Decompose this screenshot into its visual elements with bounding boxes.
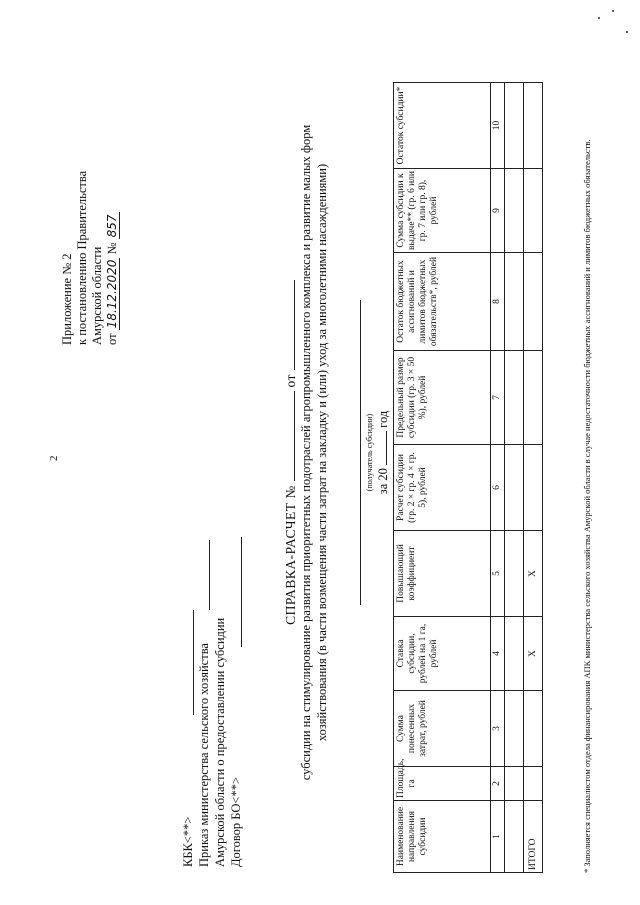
- column-number: 4: [491, 617, 505, 691]
- handwritten-date: 18.12.2020: [105, 259, 119, 329]
- appendix-line3: Амурской области: [90, 246, 104, 345]
- table-cell: [505, 83, 524, 169]
- header-cell: Остаток субсидии*: [394, 83, 491, 169]
- header-cell: Предельный размер субсидии (гр. 3 × 50 %), рублей: [394, 351, 491, 445]
- header-cell: Остаток бюджетных ассигнований и лимитов бюджетных обязательств*, рублей: [394, 253, 491, 351]
- header-cell: Расчет субсидии (гр. 2 × гр. 4 × гр. 5), рублей: [394, 445, 491, 531]
- document-title: [283, 0, 299, 905]
- table-cell: [505, 253, 524, 351]
- scan-speck: [598, 17, 600, 19]
- total-label: ИТОГО: [524, 801, 543, 873]
- header-cell: Повышающий коэффициент: [394, 531, 491, 617]
- recipient-caption: (получатель субсидии): [365, 413, 374, 492]
- column-number: 9: [491, 169, 505, 253]
- order-line1: Приказ министерства сельского хозяйства: [197, 643, 211, 867]
- table-cell: [524, 83, 543, 169]
- title-line2: субсидии на стимулирование развития приоритетных подотраслей агропромышленного комплекса и развитие малых форм: [299, 124, 313, 781]
- kbk-block: [180, 618, 244, 867]
- table-cell: [505, 169, 524, 253]
- order-line2: Амурской области о предоставлении субсидии: [213, 617, 227, 867]
- appendix-date-line: [105, 171, 120, 345]
- appendix-line1: Приложение № 2: [60, 253, 74, 345]
- handwritten-number: 857: [105, 214, 119, 238]
- year-blank: [386, 431, 387, 465]
- scan-speck: [626, 31, 628, 33]
- number-prefix: №: [105, 242, 119, 255]
- calculation-table: [393, 82, 543, 873]
- column-number: 2: [491, 767, 505, 801]
- table-row: [505, 83, 524, 873]
- total-x-mark: X: [524, 531, 543, 617]
- header-cell: Площадь, га: [394, 767, 491, 801]
- footnote: * Заполняется специалистом отдела финансирования АПК министерства сельского хозяйства Амурской области в случае недостаточности бюджетных ассигнований и лимитов бюджетных обязательств.: [582, 139, 592, 873]
- recipient-underline: [360, 300, 361, 605]
- order-underline: [209, 540, 210, 610]
- page-number: 2: [48, 455, 60, 461]
- year-prefix: за 20: [376, 468, 390, 495]
- column-number: 10: [491, 83, 505, 169]
- table-cell: [505, 531, 524, 617]
- table-cell: [505, 767, 524, 801]
- title-number-blank: [294, 391, 295, 481]
- contract-underline: [241, 537, 242, 647]
- table-cell: [524, 445, 543, 531]
- kbk-underline: [193, 610, 194, 715]
- total-x-mark: X: [524, 617, 543, 691]
- title-from: от: [283, 374, 298, 388]
- table-cell: [505, 445, 524, 531]
- scan-speck: [612, 10, 614, 12]
- table-cell: [505, 691, 524, 767]
- table-cell: [524, 351, 543, 445]
- table-cell: [505, 617, 524, 691]
- contract-line: Договор БО<**>: [229, 776, 243, 867]
- column-number: 3: [491, 691, 505, 767]
- header-cell: Ставка субсидии, рублей на 1 га, рублей: [394, 617, 491, 691]
- title-main: СПРАВКА-РАСЧЕТ №: [283, 485, 298, 625]
- column-number: 6: [491, 445, 505, 531]
- header-cell: Сумма субсидии к выдаче** (гр. 6 или гр. 7 или гр. 8), рублей: [394, 169, 491, 253]
- column-number: 5: [491, 531, 505, 617]
- table-cell: [524, 253, 543, 351]
- date-prefix: от: [105, 333, 119, 345]
- header-row: [394, 83, 491, 873]
- table-cell: [505, 351, 524, 445]
- table-cell: [505, 801, 524, 873]
- year-suffix: год: [376, 410, 390, 428]
- title-date-blank: [294, 280, 295, 370]
- header-cell: Наименование направления субсидии: [394, 801, 491, 873]
- total-row: [524, 83, 543, 873]
- column-number-row: [491, 83, 505, 873]
- header-cell: Сумма понесенных затрат, рублей: [394, 691, 491, 767]
- year-line: [376, 0, 391, 905]
- table-cell: [524, 169, 543, 253]
- column-number: 1: [491, 801, 505, 873]
- title-line3: хозяйствования (в части возмещения части затрат на закладку и (или) уход за многолетними насаждениями): [315, 163, 329, 742]
- column-number: 7: [491, 351, 505, 445]
- appendix-block: [60, 171, 120, 345]
- table-cell: [524, 767, 543, 801]
- column-number: 8: [491, 253, 505, 351]
- kbk-line: КБК<**>: [181, 816, 195, 867]
- appendix-line2: к постановлению Правительства: [75, 170, 89, 345]
- table-cell: [524, 691, 543, 767]
